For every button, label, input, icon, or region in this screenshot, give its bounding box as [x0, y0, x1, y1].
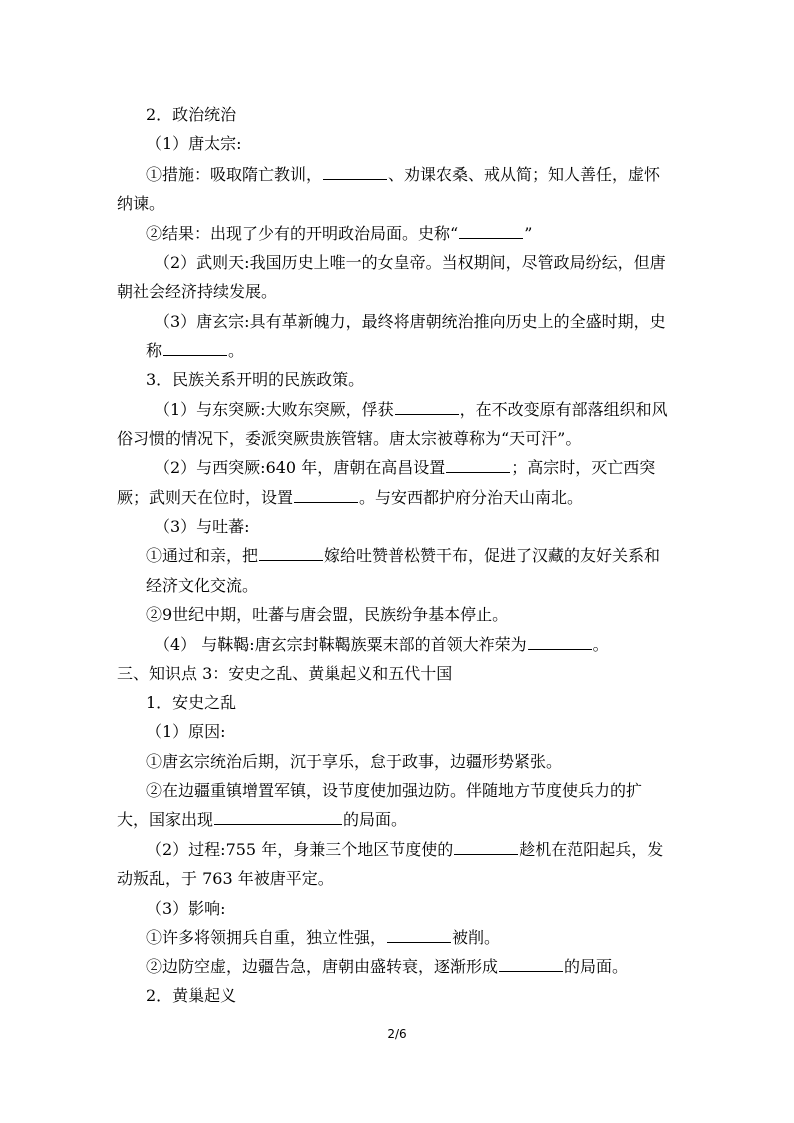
text-line: （2）与西突厥:640 年，唐朝在高昌设置 ；高宗时，灭亡西突 — [154, 458, 656, 477]
section-heading-ethnic-policy: 3．民族关系开明的民族政策。 — [146, 370, 365, 389]
text-line: ①唐玄宗统治后期，沉于享乐，怠于政事，边疆形势紧张。 — [146, 752, 563, 771]
answer-blank[interactable] — [499, 957, 563, 972]
subheading-impact: （3）影响: — [146, 899, 226, 918]
answer-blank[interactable] — [163, 341, 227, 356]
answer-blank[interactable] — [259, 546, 323, 561]
text-line: ②结果：出现了少有的开明政治局面。史称“ ” — [146, 224, 533, 243]
text-line: 大，国家出现 的局面。 — [117, 810, 408, 829]
answer-blank[interactable] — [446, 458, 510, 473]
answer-blank[interactable] — [395, 400, 459, 415]
page-number: 2/6 — [387, 1027, 407, 1041]
text-line: 纳谏。 — [117, 194, 166, 213]
section-heading-an-shi-rebellion: 1．安史之乱 — [146, 693, 237, 712]
text-line: ①措施：吸取隋亡教训， 、劝课农桑、戒从简；知人善任，虚怀 — [146, 165, 661, 184]
answer-blank[interactable] — [528, 635, 592, 650]
text-line: ②边防空虚，边疆告急，唐朝由盛转衰，逐渐形成 的局面。 — [146, 957, 629, 976]
section-heading-political-rule: 2．政治统治 — [146, 105, 237, 124]
subheading-wu-zetian: （2）武则天:我国历史上唯一的女皇帝。当权期间，尽管政局纷纭，但唐 — [154, 253, 666, 272]
text-line: ①通过和亲，把 嫁给吐赞普松赞干布，促进了汉藏的友好关系和 — [146, 546, 661, 565]
section-heading-huang-chao-uprising: 2．黄巢起义 — [146, 986, 237, 1005]
text-line: （2）过程:755 年，身兼三个地区节度使的 趁机在范阳起兵，发 — [146, 840, 664, 859]
answer-blank[interactable] — [454, 840, 518, 855]
text-line: ②9世纪中期，吐蕃与唐会盟，民族纷争基本停止。 — [146, 605, 509, 624]
text-line: （4） 与靺鞨:唐玄宗封靺鞨族粟末部的首领大祚荣为 。 — [154, 635, 609, 654]
subheading-tang-xuanzong: （3）唐玄宗:具有革新魄力，最终将唐朝统治推向历史上的全盛时期，史 — [154, 312, 666, 331]
answer-blank[interactable] — [387, 928, 451, 943]
section-heading-knowledge-point-3: 三、知识点 3：安史之乱、黄巢起义和五代十国 — [117, 664, 453, 683]
subheading-tubo: （3）与吐蕃: — [154, 517, 250, 536]
answer-blank[interactable] — [294, 488, 358, 503]
text-line: 厥；武则天在位时，设置 。与安西都护府分治天山南北。 — [117, 488, 584, 507]
answer-blank[interactable] — [459, 224, 523, 239]
text-line: 动叛乱，于 763 年被唐平定。 — [117, 869, 334, 888]
text-line: ①许多将领拥兵自重，独立性强， 被削。 — [146, 928, 501, 947]
text-line: （1）与东突厥:大败东突厥，俘获 ，在不改变原有部落组织和风 — [154, 400, 668, 419]
answer-blank[interactable] — [323, 165, 387, 180]
text-line: 经济文化交流。 — [146, 576, 259, 595]
subheading-tang-taizong: （1）唐太宗: — [146, 134, 242, 153]
text-line: 称 。 — [146, 341, 245, 360]
subheading-causes: （1）原因: — [146, 722, 226, 741]
answer-blank[interactable] — [214, 810, 342, 825]
text-line: ②在边疆重镇增置军镇，设节度使加强边防。伴随地方节度使兵力的扩 — [146, 781, 643, 800]
text-line: 朝社会经济持续发展。 — [117, 282, 278, 301]
text-line: 俗习惯的情况下，委派突厥贵族管辖。唐太宗被尊称为“天可汗”。 — [117, 429, 582, 448]
